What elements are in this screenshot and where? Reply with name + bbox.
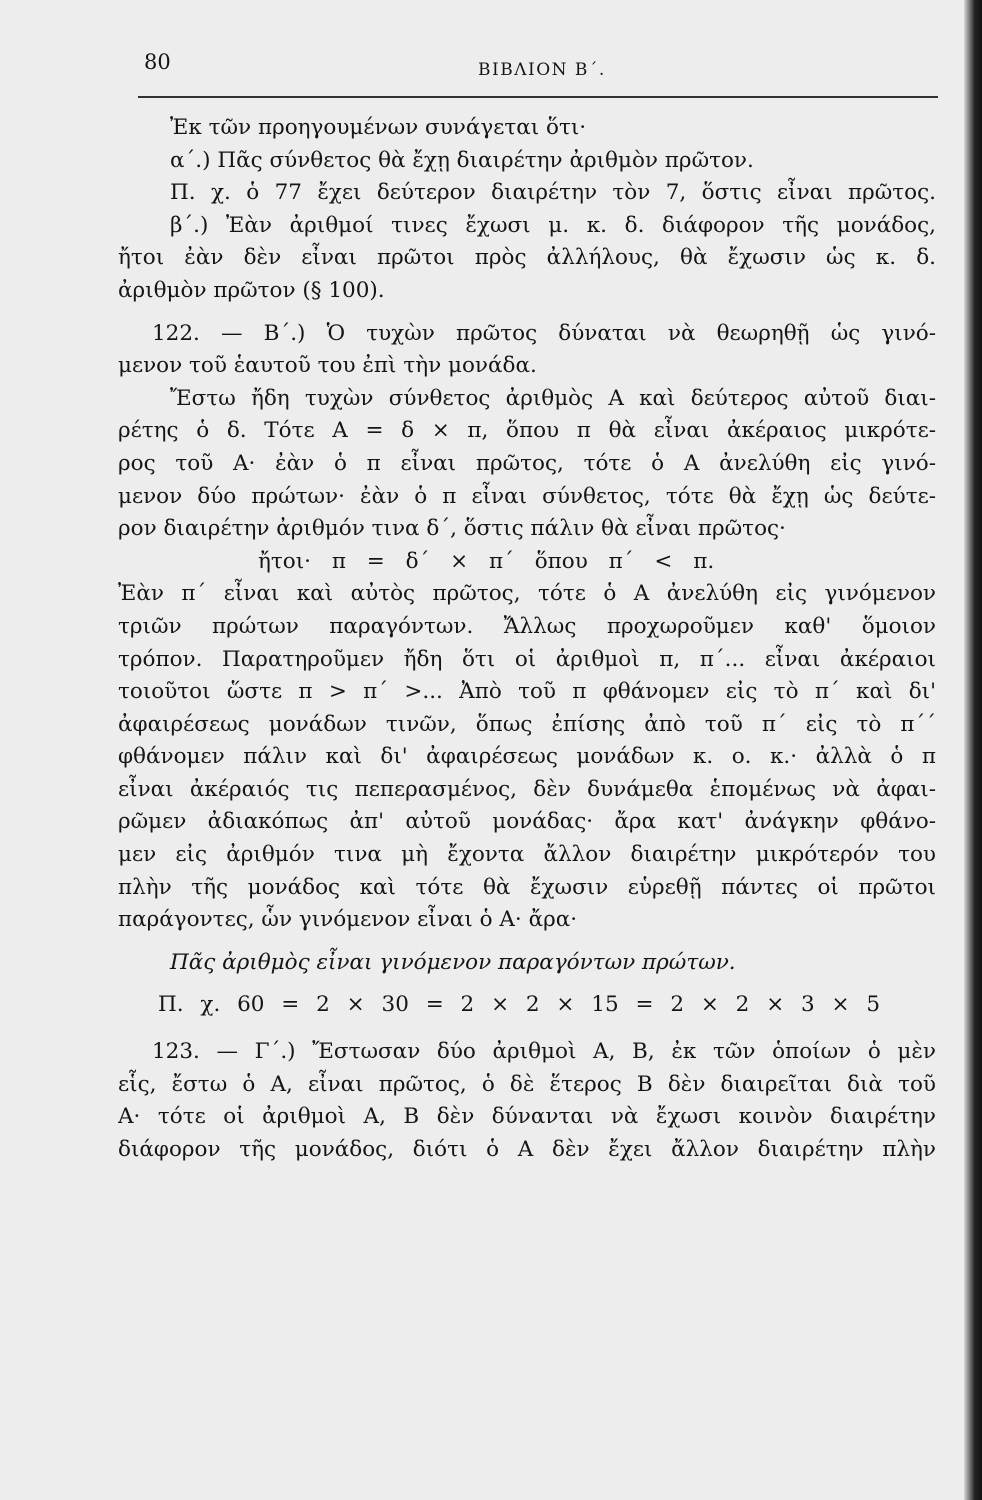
text-line: ἀριθμὸν πρῶτον (§ 100).	[118, 277, 385, 303]
text-line: εἶναι ἀκέραιός τις πεπερασμένος, δὲν δυνάμεθα ἑπομένως νὰ ἀφαι-	[118, 776, 936, 802]
text-line: μεν εἰς ἀριθμόν τινα μὴ ἔχοντα ἄλλον διαιρέτην μικρότερόν του	[118, 842, 936, 868]
section-123-heading: 123. — Γ΄.) Ἔστωσαν δύο ἀριθμοὶ Α, Β, ἐκ τῶν ὁποίων ὁ μὲν	[152, 1039, 936, 1065]
text-line: ἀφαιρέσεως μονάδων τινῶν, ὅπως ἐπίσης ἀπὸ τοῦ π΄ εἰς τὸ π΄΄	[118, 711, 936, 737]
text-line: ρῶμεν ἀδιακόπως ἀπ' αὐτοῦ μονάδας· ἄρα κατ' ἀνάγκην φθάνο-	[118, 809, 936, 835]
text-line: εἷς, ἔστω ὁ Α, εἶναι πρῶτος, ὁ δὲ ἕτερος Β δὲν διαιρεῖται διὰ τοῦ	[118, 1071, 936, 1097]
example-line: Π. χ. 60 = 2 × 30 = 2 × 2 × 15 = 2 × 2 × 3 × 5	[158, 992, 881, 1018]
page-edge-shadow	[964, 0, 982, 1500]
theorem-statement: Πᾶς ἀριθμὸς εἶναι γινόμενον παραγόντων πρώτων.	[170, 949, 736, 975]
text-line: φθάνομεν πάλιν καὶ δι' ἀφαιρέσεως μονάδων κ. ο. κ.· ἀλλὰ ὁ π	[118, 744, 936, 770]
text-line: ρος τοῦ Α· ἐὰν ὁ π εἶναι πρῶτος, τότε ὁ Α ἀνελύθη εἰς γινό-	[118, 450, 936, 476]
text-line: β΄.) Ἐὰν ἀριθμοί τινες ἔχωσι μ. κ. δ. διάφορον τῆς μονάδος,	[170, 212, 936, 238]
text-line: πλὴν τῆς μονάδος καὶ τότε θὰ ἔχωσιν εὑρεθῇ πάντες οἱ πρῶτοι	[118, 874, 936, 900]
header-rule	[138, 96, 938, 98]
text-line: Α· τότε οἱ ἀριθμοὶ Α, Β δὲν δύνανται νὰ ἔχωσι κοινὸν διαιρέτην	[118, 1104, 936, 1130]
text-line: τοιοῦτοι ὥστε π > π΄ >... Ἀπὸ τοῦ π φθάνομεν εἰς τὸ π΄ καὶ δι'	[118, 679, 936, 705]
running-title: ΒΙΒΛΙΟΝ Β΄.	[478, 60, 606, 80]
text-line: τριῶν πρώτων παραγόντων. Ἄλλως προχωροῦμεν καθ' ὅμοιον	[118, 613, 936, 639]
text-line: Π. χ. ὁ 77 ἔχει δεύτερον διαιρέτην τὸν 7, ὅστις εἶναι πρῶτος.	[170, 180, 936, 206]
text-line: ἤτοι ἐὰν δὲν εἶναι πρῶτοι πρὸς ἀλλήλους, θὰ ἔχωσιν ὡς κ. δ.	[118, 245, 936, 271]
text-line: διάφορον τῆς μονάδος, διότι ὁ Α δὲν ἔχει ἄλλον διαιρέτην πλὴν	[118, 1136, 936, 1162]
text-line: ρέτης ὁ δ. Τότε Α = δ × π, ὅπου π θὰ εἶναι ἀκέραιος μικρότε-	[118, 418, 936, 444]
text-line: Ἐκ τῶν προηγουμένων συνάγεται ὅτι·	[170, 115, 587, 140]
text-line: παράγοντες, ὧν γινόμενον εἶναι ὁ Α· ἄρα·	[118, 907, 578, 933]
page-header	[138, 40, 938, 100]
text-line: α΄.) Πᾶς σύνθετος θὰ ἔχῃ διαιρέτην ἀριθμὸν πρῶτον.	[170, 147, 754, 173]
text-line: Ἐὰν π΄ εἶναι καὶ αὐτὸς πρῶτος, τότε ὁ Α ἀνελύθη εἰς γινόμενον	[118, 581, 936, 607]
formula-line: ἤτοι· π = δ΄ × π΄ ὅπου π΄ < π.	[258, 548, 715, 574]
page-number: 80	[144, 50, 171, 74]
text-line: ρον διαιρέτην ἀριθμόν τινα δ΄, ὅστις πάλιν θὰ εἶναι πρῶτος·	[118, 516, 786, 542]
section-122-heading: 122. — Β΄.) Ὁ τυχὼν πρῶτος δύναται νὰ θεωρηθῇ ὡς γινό-	[152, 320, 936, 346]
text-line: Ἔστω ἤδη τυχὼν σύνθετος ἀριθμὸς Α καὶ δεύτερος αὐτοῦ διαι-	[170, 385, 936, 411]
text-line: μενον τοῦ ἑαυτοῦ του ἐπὶ τὴν μονάδα.	[118, 353, 537, 379]
text-line: τρόπον. Παρατηροῦμεν ἤδη ὅτι οἱ ἀριθμοὶ π, π΄... εἶναι ἀκέραιοι	[118, 646, 936, 672]
text-line: μενον δύο πρώτων· ἐὰν ὁ π εἶναι σύνθετος, τότε θὰ ἔχῃ ὡς δεύτε-	[118, 483, 936, 509]
page-body	[118, 112, 936, 1166]
